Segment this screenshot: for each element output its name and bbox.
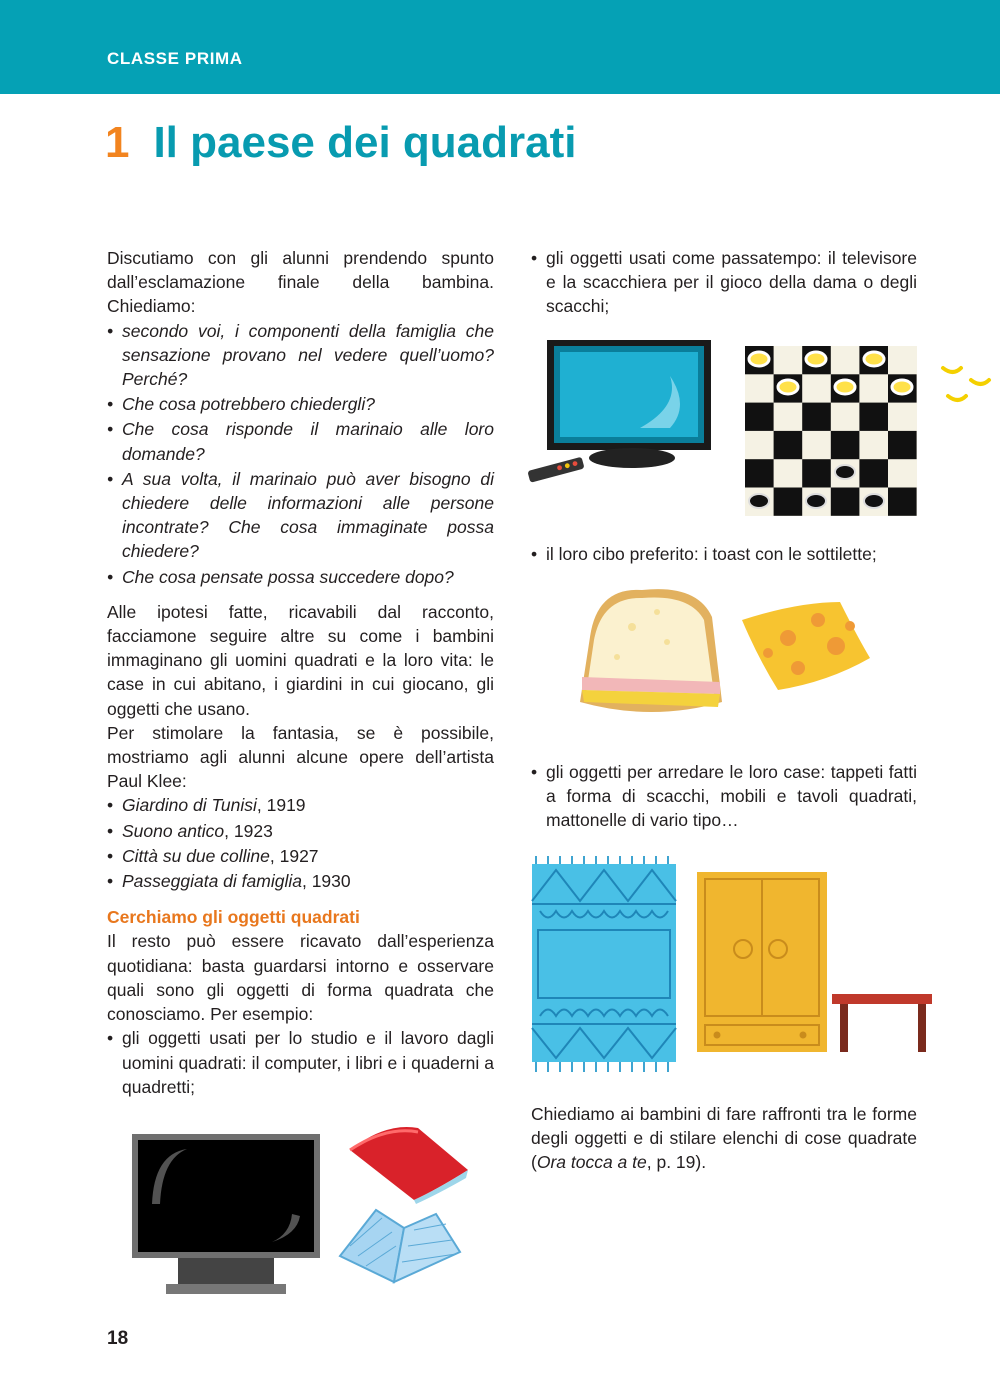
list-item: • Giardino di Tunisi, 1919 — [107, 793, 494, 817]
klee-paragraph: Per stimolare la fantasia, se è possibile, mostriamo agli alunni alcune opere dell’artista Paul Klee: — [107, 722, 494, 792]
intro-paragraph: Discutiamo con gli alunni prendendo spunto dall’esclamazione finale della bambina. Chiediamo: — [107, 248, 494, 317]
question-list — [107, 319, 494, 589]
list-item: • secondo voi, i componenti della famiglia che sensazione provano nel vedere quell’uomo? Perché? — [107, 319, 494, 392]
chapter-number: 1 — [105, 118, 130, 167]
list-item: • Che cosa pensate possa succedere dopo? — [107, 565, 494, 589]
list-item: • Che cosa risponde il marinaio alle loro domande? — [107, 417, 494, 465]
book-illustration — [346, 1122, 471, 1204]
page-title: Il paese dei quadrati — [153, 118, 577, 167]
home-list — [531, 760, 917, 834]
artwork-list — [107, 793, 494, 893]
wardrobe-illustration — [697, 872, 829, 1054]
hypotheses-paragraph: Alle ipotesi fatte, ricavabili dal racconto, facciamone seguire altre su come i bambini immaginano gli uomini quadrati e la loro vita: le case in cui abitano, i giardini in cui giocano, gli oggetti che usano. — [107, 601, 494, 719]
pastime-list — [531, 246, 917, 319]
tv-illustration — [520, 336, 720, 486]
notebook-illustration — [336, 1206, 464, 1288]
list-item: • gli oggetti usati come passatempo: il televisore e la scacchiera per il gioco della dama o degli scacchi; — [531, 246, 917, 319]
section-subheading: Cerchiamo gli oggetti quadrati — [107, 907, 360, 928]
right-column — [531, 246, 917, 1173]
list-item: • A sua volta, il marinaio può aver bisogno di chiedere delle informazioni alle persone incontrate? Che cosa immaginate possa chiedere? — [107, 467, 494, 564]
food-list — [531, 542, 917, 567]
computer-monitor-illustration — [132, 1134, 322, 1296]
page-number: 18 — [107, 1328, 129, 1349]
list-item: • gli oggetti usati per lo studio e il lavoro dagli uomini quadrati: il computer, i libri e i quaderni a quadretti; — [107, 1026, 494, 1099]
section-label: CLASSE PRIMA — [107, 49, 243, 68]
header-band — [0, 0, 1000, 94]
study-list — [107, 1026, 494, 1099]
list-item: • Città su due colline, 1927 — [107, 844, 494, 868]
experience-paragraph: Il resto può essere ricavato dall’esperienza quotidiana: basta guardarsi intorno e osservare quali sono gli oggetti di forma quadrata che conosciamo. Per esempio: — [107, 931, 494, 1025]
cheese-slice-illustration — [738, 598, 873, 693]
closing-paragraph: Chiediamo ai bambini di fare raffronti tra le forme degli oggetti e di stilare elenchi di cose quadrate (Ora tocca a te, p. 19). — [531, 1104, 917, 1173]
left-column — [107, 246, 494, 1100]
rug-illustration — [530, 856, 680, 1074]
chapter-heading — [105, 118, 576, 178]
table-illustration — [832, 994, 932, 1054]
list-item: • il loro cibo preferito: i toast con le sottilette; — [531, 542, 917, 566]
list-item: • Passeggiata di famiglia, 1930 — [107, 869, 494, 893]
list-item: • Suono antico, 1923 — [107, 819, 494, 843]
toast-illustration — [572, 582, 727, 737]
list-item: • Che cosa potrebbero chiedergli? — [107, 392, 494, 416]
list-item: • gli oggetti per arredare le loro case: tappeti fatti a forma di scacchi, mobili e tavoli quadrati, mattonelle di vario tipo… — [531, 760, 917, 833]
checkerboard-illustration — [745, 346, 995, 518]
